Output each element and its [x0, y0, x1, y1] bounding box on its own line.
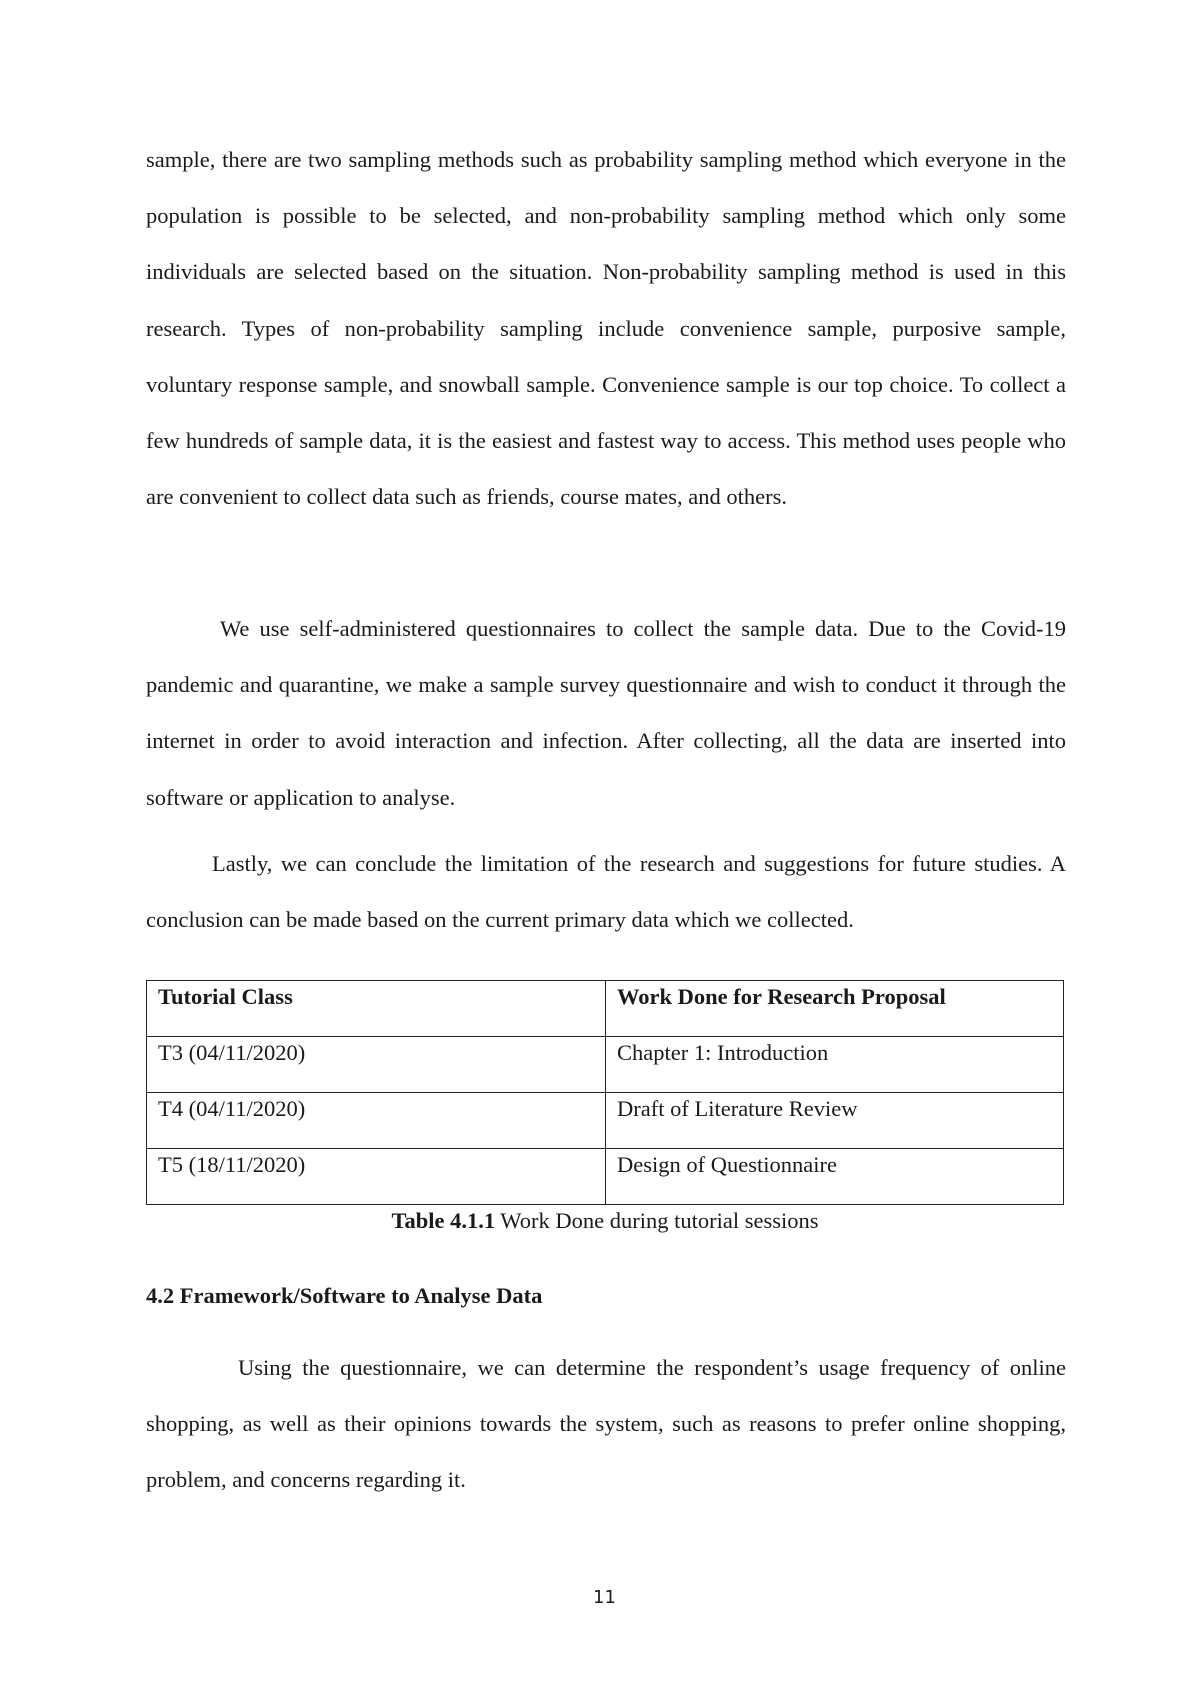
table-caption: [146, 1206, 1064, 1236]
table-cell-tutorial: T4 (04/11/2020): [147, 1093, 606, 1149]
section-heading: 4.2 Framework/Software to Analyse Data: [146, 1283, 543, 1308]
table-row: [147, 1093, 1064, 1149]
table-header-tutorial-class: Tutorial Class: [147, 981, 606, 1037]
table-cell-tutorial: T3 (04/11/2020): [147, 1037, 606, 1093]
page-number: 11: [593, 1587, 616, 1608]
paragraph-sampling-methods: sample, there are two sampling methods such as probability sampling method which everyone in the population is possible to be selected, and non-probability sampling method which only some individuals are selected based on the situation. Non-probability sampling method is used in this research. Types of non-probability sampling include convenience sample, purposive sample, voluntary response sample, and snowball sample. Convenience sample is our top choice. To collect a few hundreds of sample data, it is the easiest and fastest way to access. This method uses people who are convenient to collect data such as friends, course mates, and others.: [146, 147, 1066, 510]
table-cell-tutorial: T5 (18/11/2020): [147, 1149, 606, 1205]
paragraph-limitations: Lastly, we can conclude the limitation of the research and suggestions for future studies. A conclusion can be made based on the current primary data which we collected.: [146, 851, 1066, 933]
table-row: [147, 1037, 1064, 1093]
table-cell-work: Chapter 1: Introduction: [606, 1037, 1064, 1093]
table-header-work-done: Work Done for Research Proposal: [606, 981, 1064, 1037]
table-row: [147, 1149, 1064, 1205]
paragraph-questionnaires: We use self-administered questionnaires to collect the sample data. Due to the Covid-19 pandemic and quarantine, we make a sample survey questionnaire and wish to conduct it through the internet in order to avoid interaction and infection. After collecting, all the data are inserted into software or application to analyse.: [146, 616, 1066, 810]
table-caption-text: Work Done during tutorial sessions: [495, 1208, 819, 1233]
table-caption-label: Table 4.1.1: [391, 1208, 496, 1233]
paragraph-questionnaire-usage: Using the questionnaire, we can determine the respondent’s usage frequency of online shopping, as well as their opinions towards the system, such as reasons to prefer online shopping, problem, and concerns regarding it.: [146, 1355, 1066, 1493]
work-done-table: [146, 980, 1064, 1205]
table-cell-work: Design of Questionnaire: [606, 1149, 1064, 1205]
table-header-row: [147, 981, 1064, 1037]
table-cell-work: Draft of Literature Review: [606, 1093, 1064, 1149]
